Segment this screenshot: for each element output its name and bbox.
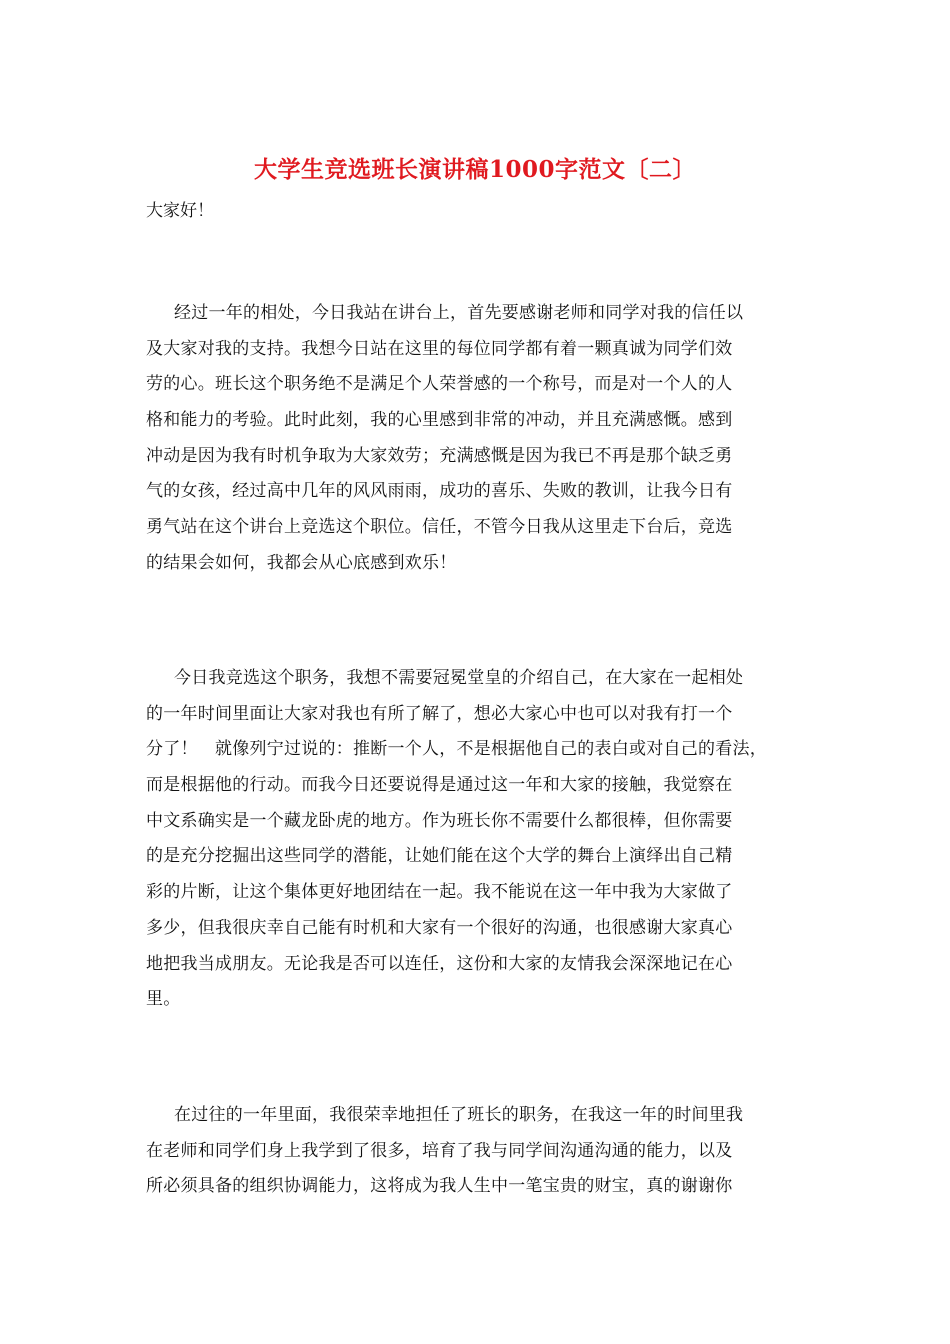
paragraph-line: 今日我竞选这个职务，我想不需要冠冕堂皇的介绍自己，在大家在一起相处 <box>174 668 744 688</box>
paragraph-line: 劳的心。班长这个职务绝不是满足个人荣誉感的一个称号，而是对一个人的人 <box>146 374 733 395</box>
paragraph-line: 气的女孩，经过高中几年的风风雨雨，成功的喜乐、失败的教训，让我今日有 <box>146 481 733 502</box>
paragraph-line: 分了！ 就像列宁过说的：推断一个人，不是根据他自己的表白或对自己的看法， <box>146 739 767 760</box>
paragraph-line: 的一年时间里面让大家对我也有所了解了，想必大家心中也可以对我有打一个 <box>146 703 733 724</box>
paragraph-line: 的是充分挖掘出这些同学的潜能，让她们能在这个大学的舞台上演绎出自己精 <box>146 846 733 867</box>
paragraph-line: 地把我当成朋友。无论我是否可以连任，这份和大家的友情我会深深地记在心 <box>146 953 733 974</box>
paragraph-line: 经过一年的相处，今日我站在讲台上，首先要感谢老师和同学对我的信任以 <box>174 303 744 323</box>
paragraph-line: 格和能力的考验。此时此刻，我的心里感到非常的冲动，并且充满感慨。感到 <box>146 410 733 431</box>
paragraph-3 <box>146 1098 846 1205</box>
paragraph-line: 所必须具备的组织协调能力，这将成为我人生中一笔宝贵的财宝，真的谢谢你 <box>146 1176 733 1197</box>
paragraph-line: 里。 <box>146 989 181 1010</box>
paragraph-line: 在老师和同学们身上我学到了很多，培育了我与同学间沟通沟通的能力，以及 <box>146 1140 733 1161</box>
paragraph-line: 多少，但我很庆幸自己能有时机和大家有一个很好的沟通，也很感谢大家真心 <box>146 917 733 938</box>
paragraph-line: 勇气站在这个讲台上竞选这个职位。信任，不管今日我从这里走下台后，竞选 <box>146 517 733 538</box>
paragraph-line: 冲动是因为我有时机争取为大家效劳；充满感慨是因为我已不再是那个缺乏勇 <box>146 445 733 466</box>
paragraph-line: 及大家对我的支持。我想今日站在这里的每位同学都有着一颗真诚为同学们效 <box>146 338 733 359</box>
paragraph-line: 中文系确实是一个藏龙卧虎的地方。作为班长你不需要什么都很棒，但你需要 <box>146 810 733 831</box>
paragraph-1 <box>146 296 846 582</box>
paragraph-line: 而是根据他的行动。而我今日还要说得是通过这一年和大家的接触，我觉察在 <box>146 775 733 796</box>
document-title: 大学生竞选班长演讲稿1000字范文〔二〕 <box>253 156 696 183</box>
paragraph-line: 在过往的一年里面，我很荣幸地担任了班长的职务，在我这一年的时间里我 <box>174 1105 744 1125</box>
greeting-text: 大家好！ <box>146 201 214 221</box>
paragraph-2 <box>146 661 846 1018</box>
paragraph-line: 的结果会如何，我都会从心底感到欢乐！ <box>146 552 457 573</box>
paragraph-line: 彩的片断，让这个集体更好地团结在一起。我不能说在这一年中我为大家做了 <box>146 882 733 903</box>
